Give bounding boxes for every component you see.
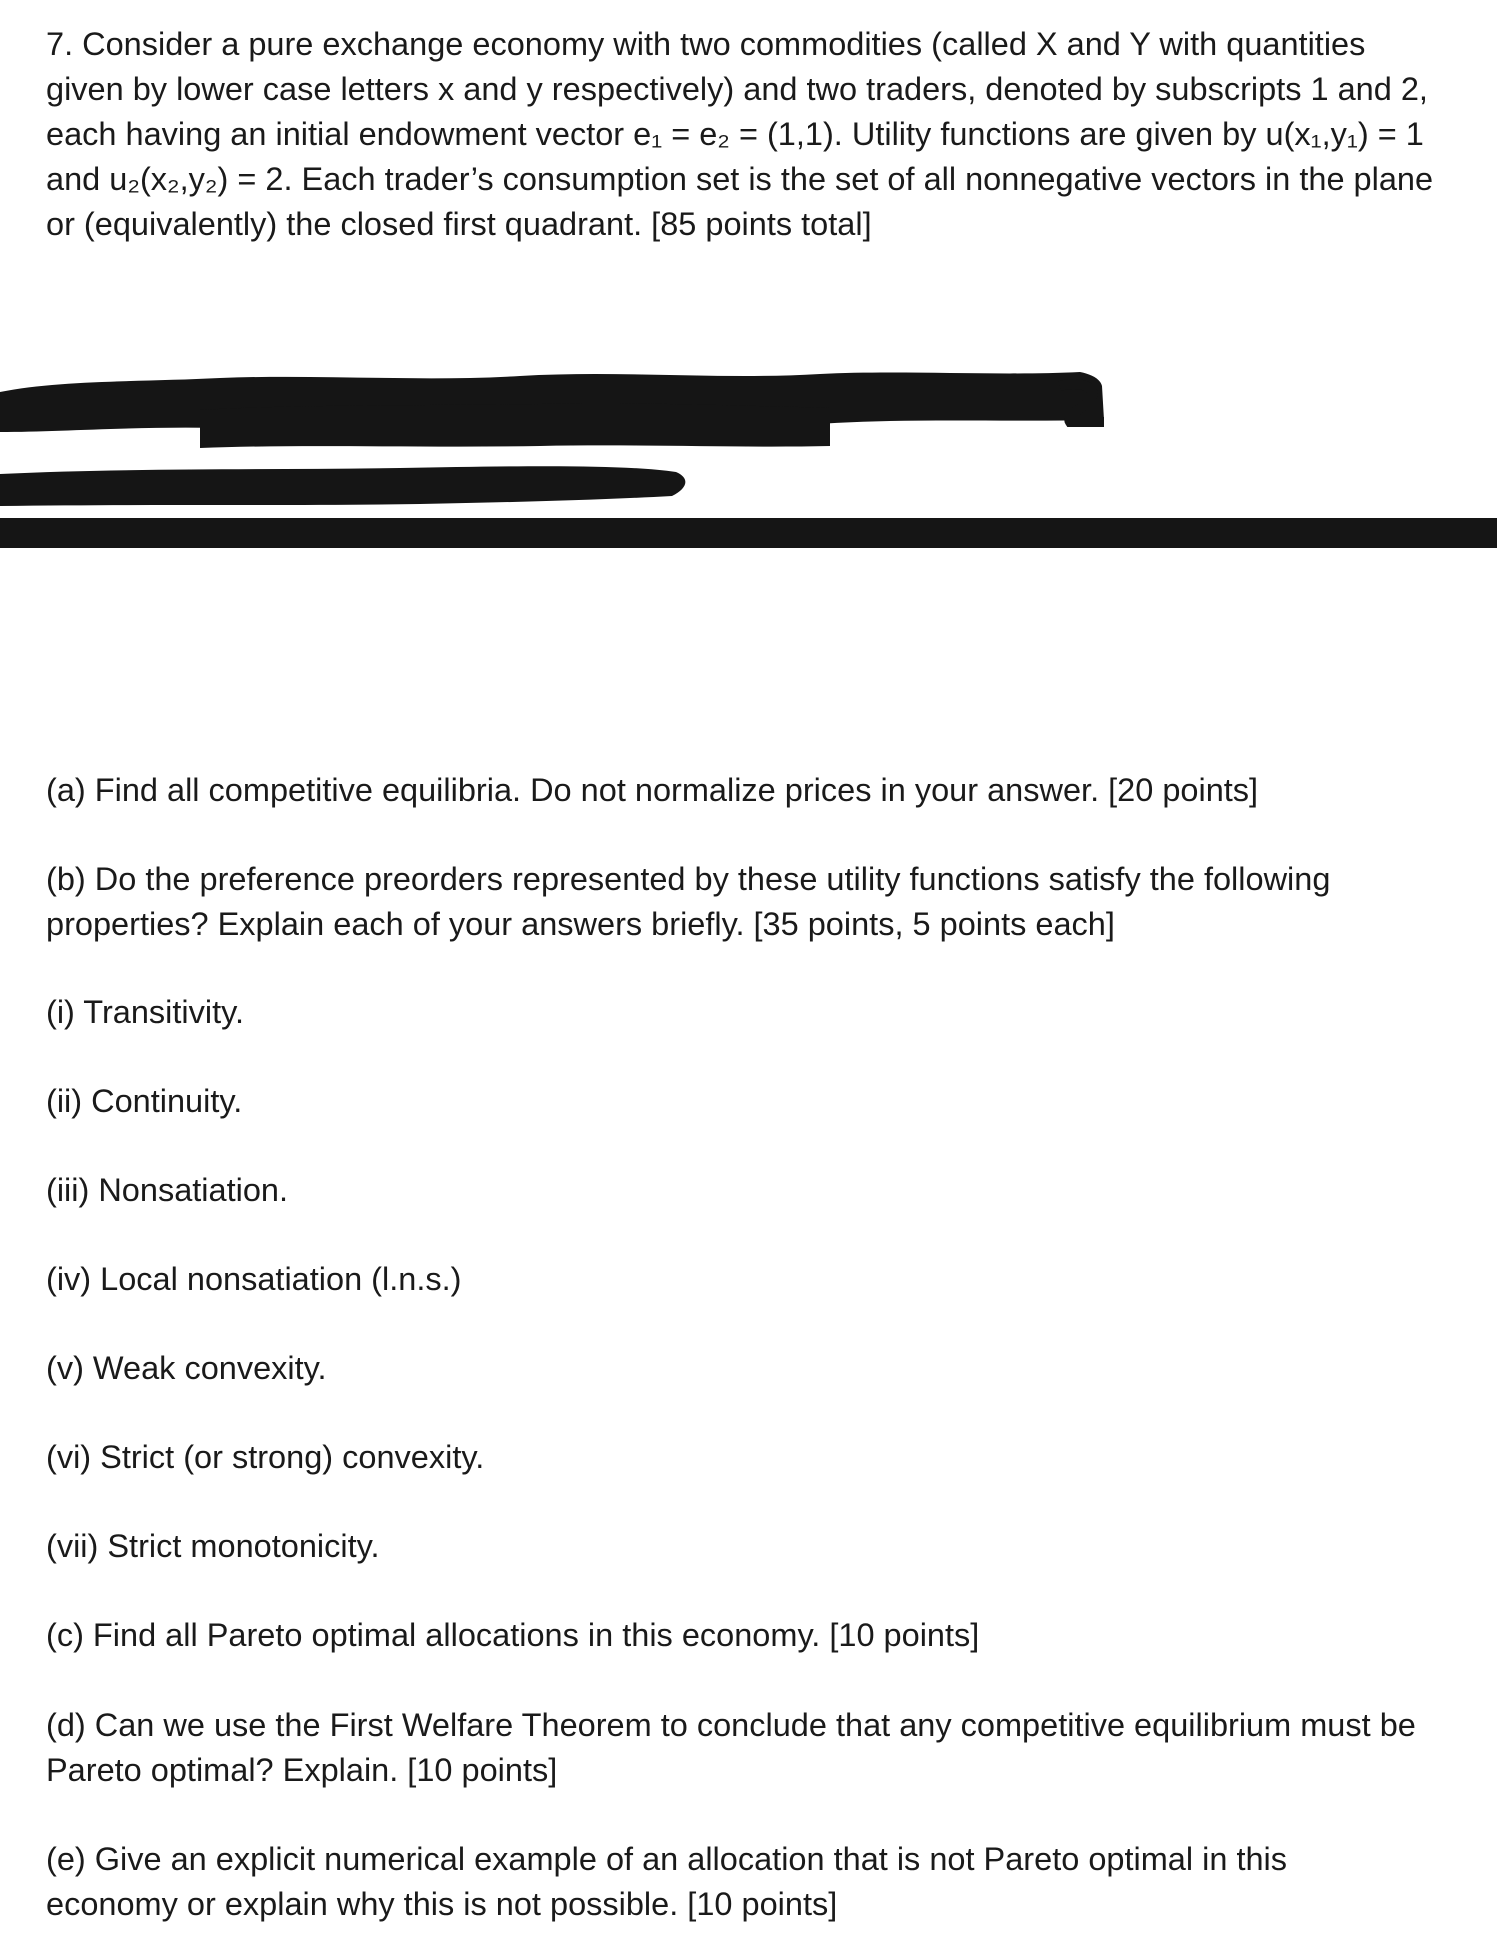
- intro-line-2: given by lower case letters x and y respectively) and two traders, denoted by subscripts 1 and 2,: [46, 71, 1428, 107]
- part-a: (a) Find all competitive equilibria. Do not normalize prices in your answer. [20 points]: [46, 772, 1259, 808]
- redaction-bar: [0, 518, 1497, 548]
- part-b-item-i: (i) Transitivity.: [46, 994, 245, 1030]
- part-b-line-2: properties? Explain each of your answers briefly. [35 points, 5 points each]: [46, 906, 1115, 942]
- part-b-item-iv: (iv) Local nonsatiation (l.n.s.): [46, 1261, 462, 1297]
- redaction-marks: [0, 360, 1497, 560]
- part-e-line-1: (e) Give an explicit numerical example of an allocation that is not Pareto optimal in this: [46, 1841, 1288, 1877]
- part-d-line-2: Pareto optimal? Explain. [10 points]: [46, 1752, 558, 1788]
- part-b-item-v: (v) Weak convexity.: [46, 1350, 327, 1386]
- intro-line-3: each having an initial endowment vector e₁ = e₂ = (1,1). Utility functions are given by u(x₁,y₁) = 1: [46, 116, 1424, 152]
- question-intro: [46, 22, 1466, 247]
- part-d-line-1: (d) Can we use the First Welfare Theorem to conclude that any competitive equilibrium must be: [46, 1707, 1416, 1743]
- intro-line-4: and u₂(x₂,y₂) = 2. Each trader’s consumption set is the set of all nonnegative vectors in the plane: [46, 161, 1434, 197]
- part-b-item-vii: (vii) Strict monotonicity.: [46, 1528, 380, 1564]
- redaction-stroke-2: [200, 403, 830, 448]
- part-c: (c) Find all Pareto optimal allocations in this economy. [10 points]: [46, 1617, 980, 1653]
- redaction-stroke-3: [0, 466, 685, 506]
- intro-line-5: or (equivalently) the closed first quadrant. [85 points total]: [46, 206, 872, 242]
- intro-line-1: 7. Consider a pure exchange economy with two commodities (called X and Y with quantities: [46, 26, 1366, 62]
- part-b-line-1: (b) Do the preference preorders represented by these utility functions satisfy the following: [46, 861, 1331, 897]
- part-b-item-ii: (ii) Continuity.: [46, 1083, 243, 1119]
- part-b-item-iii: (iii) Nonsatiation.: [46, 1172, 289, 1208]
- part-b-item-vi: (vi) Strict (or strong) convexity.: [46, 1439, 485, 1475]
- part-e-line-2: economy or explain why this is not possible. [10 points]: [46, 1886, 838, 1922]
